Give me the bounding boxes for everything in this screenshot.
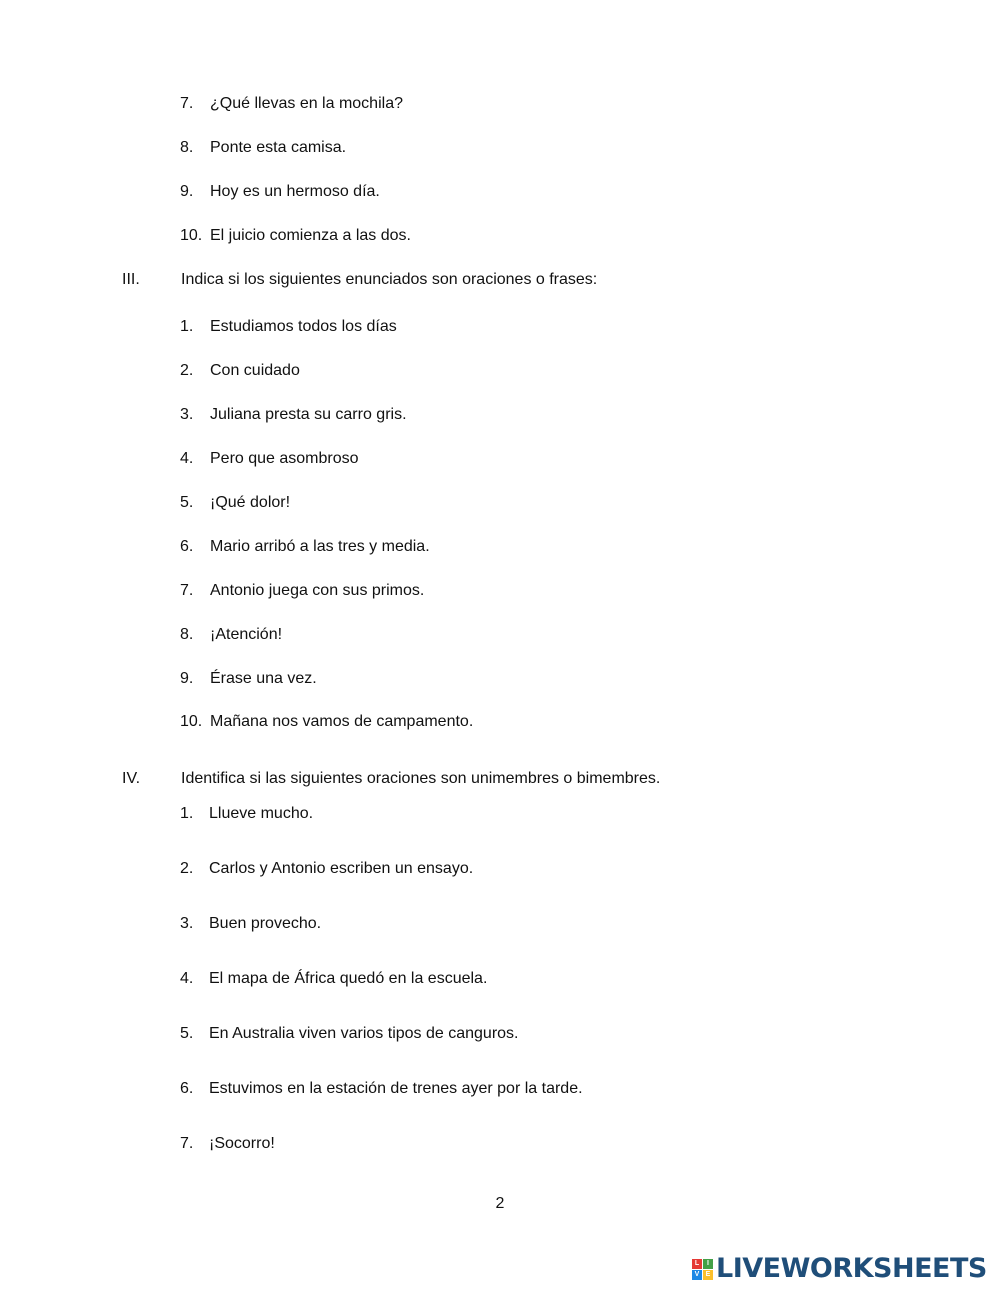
list-item-text: Buen provecho. bbox=[209, 915, 322, 932]
list-item-text: Llueve mucho. bbox=[209, 805, 314, 822]
list-item-text: El juicio comienza a las dos. bbox=[210, 227, 411, 244]
list-item-number: 1. bbox=[180, 318, 194, 335]
list-item-text: Carlos y Antonio escriben un ensayo. bbox=[209, 860, 474, 877]
list-item-text: Pero que asombroso bbox=[210, 450, 359, 467]
list-item-number: 7. bbox=[180, 95, 194, 112]
section-iv-numeral: IV. bbox=[122, 770, 141, 787]
logo-letter-e: E bbox=[703, 1270, 713, 1280]
list-item-number: 8. bbox=[180, 139, 194, 156]
list-item-number: 3. bbox=[180, 406, 194, 423]
liveworksheets-logo bbox=[692, 1254, 987, 1284]
logo-icon bbox=[692, 1259, 713, 1280]
section-iii-title: Indica si los siguientes enunciados son oraciones o frases: bbox=[181, 271, 598, 288]
list-item-number: 4. bbox=[180, 450, 194, 467]
list-item-number: 5. bbox=[180, 1025, 194, 1042]
list-item-number: 6. bbox=[180, 538, 194, 555]
list-item-number: 2. bbox=[180, 860, 194, 877]
list-item-text: Mario arribó a las tres y media. bbox=[210, 538, 430, 555]
list-item-number: 4. bbox=[180, 970, 194, 987]
list-item-text: El mapa de África quedó en la escuela. bbox=[209, 970, 488, 987]
list-item-number: 2. bbox=[180, 362, 194, 379]
list-item-number: 6. bbox=[180, 1080, 194, 1097]
list-item-text: Antonio juega con sus primos. bbox=[210, 582, 425, 599]
list-item-text: ¡Socorro! bbox=[209, 1135, 275, 1152]
logo-letter-l: L bbox=[692, 1259, 702, 1269]
list-item-number: 7. bbox=[180, 1135, 194, 1152]
logo-letter-i: I bbox=[703, 1259, 713, 1269]
list-item-text: Hoy es un hermoso día. bbox=[210, 183, 380, 200]
list-item-number: 10. bbox=[180, 713, 203, 730]
list-item-number: 5. bbox=[180, 494, 194, 511]
list-item-number: 3. bbox=[180, 915, 194, 932]
logo-wordmark: LIVEWORKSHEETS bbox=[716, 1253, 987, 1284]
list-item-text: ¡Atención! bbox=[210, 626, 283, 643]
list-item-number: 8. bbox=[180, 626, 194, 643]
list-item-text: Mañana nos vamos de campamento. bbox=[210, 713, 474, 730]
list-item-text: ¡Qué dolor! bbox=[210, 494, 291, 511]
list-item-text: ¿Qué llevas en la mochila? bbox=[210, 95, 403, 112]
list-item-text: Juliana presta su carro gris. bbox=[210, 406, 407, 423]
list-item-number: 1. bbox=[180, 805, 194, 822]
list-item-number: 10. bbox=[180, 227, 203, 244]
list-item-number: 9. bbox=[180, 670, 194, 687]
list-item-text: Estudiamos todos los días bbox=[210, 318, 397, 335]
list-item-number: 9. bbox=[180, 183, 194, 200]
list-item-number: 7. bbox=[180, 582, 194, 599]
list-item-text: Érase una vez. bbox=[210, 670, 317, 687]
list-item-text: Ponte esta camisa. bbox=[210, 139, 347, 156]
list-item-text: En Australia viven varios tipos de canguros. bbox=[209, 1025, 519, 1042]
section-iii-numeral: III. bbox=[122, 271, 140, 288]
logo-letter-v: V bbox=[692, 1270, 702, 1280]
page-number: 2 bbox=[495, 1195, 505, 1212]
list-item-text: Con cuidado bbox=[210, 362, 300, 379]
section-iv-title: Identifica si las siguientes oraciones son unimembres o bimembres. bbox=[181, 770, 661, 787]
list-item-text: Estuvimos en la estación de trenes ayer por la tarde. bbox=[209, 1080, 583, 1097]
